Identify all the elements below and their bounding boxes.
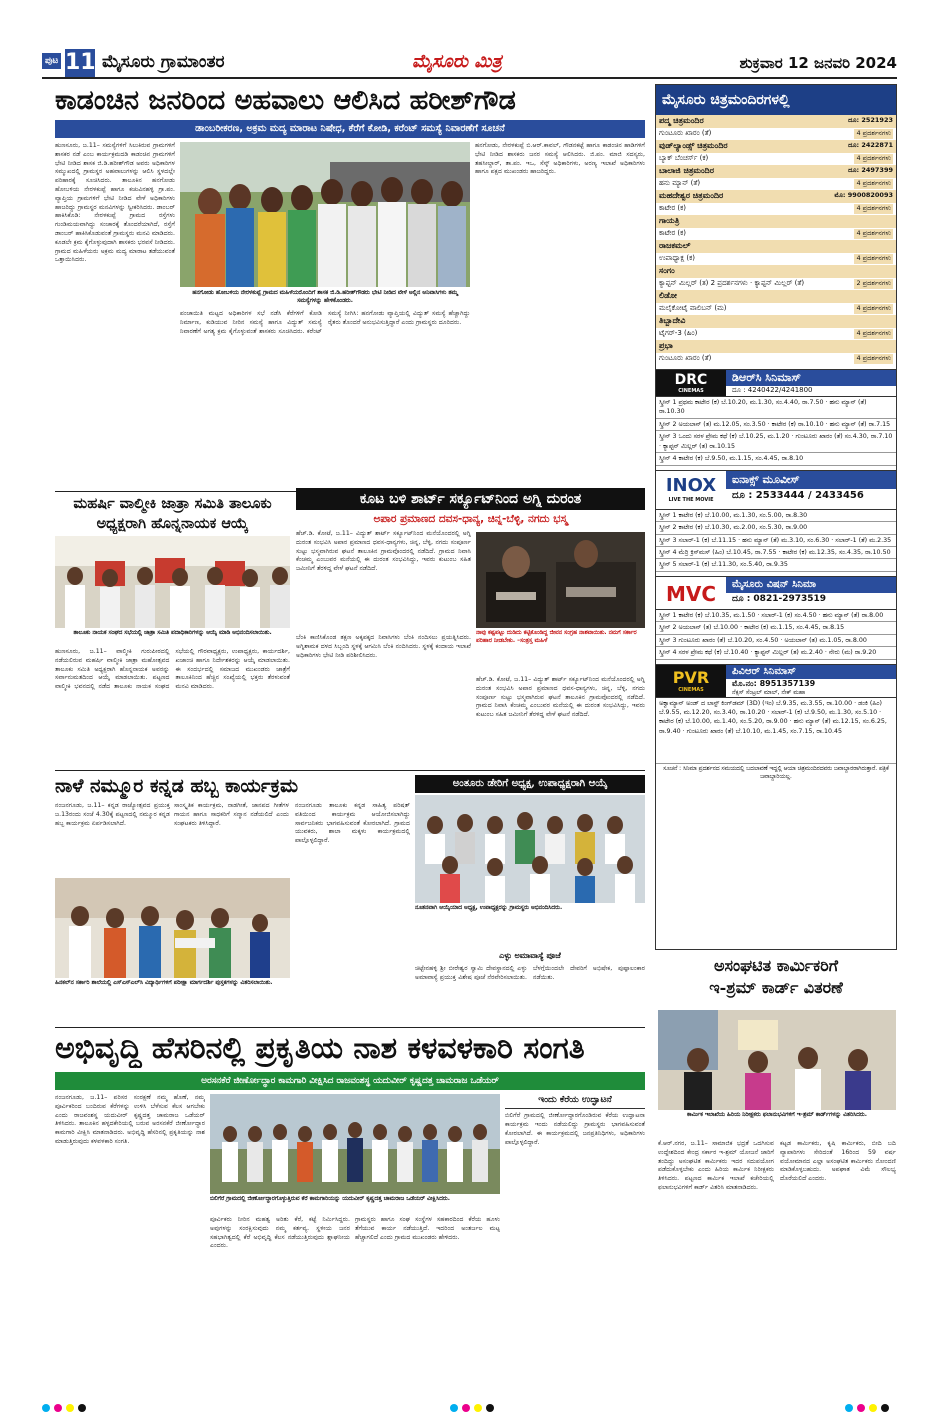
habba-photo-caption: ಹಿನಕಲ್‌ನ ಸರ್ಕಾರಿ ಶಾಲೆಯಲ್ಲಿ ಎಸ್‌ಎಸ್‌ಎಲ್‌ಸಿ ವಿದ್ಯಾರ್ಥಿಗಳಿಗೆ ಪರೀಕ್ಷಾ ಮಾರ್ಗದರ್ಶಿ ಪುಸ್ತಕಗಳನ್ನು ವಿತರಿಸಲಾಯಿತು. — [55, 980, 273, 986]
film-title: ಮಲೈಕೋಟೈ ವಾಲಿಬನ್ (ಮ) — [659, 304, 727, 312]
cinema-hall — [656, 265, 896, 278]
hall-film — [656, 303, 896, 315]
pvr-phone: ಮೊ.ನಂ: 8951357139 — [732, 678, 816, 688]
bottom-body-left: ನಂಜನಗೂಡು, ಜ.11– ಪರಿಸರ ಸಂರಕ್ಷಣೆ ನಮ್ಮ ಹೊಣೆ, ನಮ್ಮ ಪೂರ್ವಿಕರಿಂದ ಬಂದಿರುವ ಕೆರೆಗಳನ್ನು ಉಳಿಸಿ ಬೆಳೆಸುವ ಕೆಲಸ ಆಗಬೇಕು ಎಂದು ರಾಜವಂಶಸ್ಥ ಯದುವೀರ್ ಕೃಷ್ಣದತ್ತ ಚಾಮರಾಜ ಒಡೆಯರ್ ತಿಳಿಸಿದರು. ತಾಲೂಕಿನ ಹಳ್ಳದಕೇರಿಯಲ್ಲಿ ಬರುವ ಅರಸನಕೆರೆ ಜೀರ್ಣೋದ್ಧಾರ ಕಾಮಗಾರಿ ವೀಕ್ಷಿಸಿ ಮಾತನಾಡಿದರು. ಅಭಿವೃದ್ಧಿ ಹೆಸರಿನಲ್ಲಿ ಪ್ರಕೃತಿಯನ್ನು ನಾಶ ಮಾಡುತ್ತಿರುವುದು ಕಳವಳಕಾರಿ ಸಂಗತಿ. — [55, 1094, 205, 1145]
screen-row: ಸ್ಕ್ರೀನ್ 1 ಪ್ರಥಮ ಕಾಟೇರ (ಕ) ಬೆ.10.20, ಮ.1.30, ಸಂ.4.40, ರಾ.7.50 · ಹನು ಮ್ಯಾನ್ (ತೆ) ರಾ.10.30 — [656, 397, 896, 419]
hall-film — [656, 328, 896, 340]
pvr-name: ಪಿವಿಆರ್ ಸಿನಿಮಾಸ್ — [726, 665, 896, 679]
bottom-body-mid: ಪೂರ್ವಿಕರು ನೀರಿನ ಮಹತ್ವ ಅರಿತು ಕೆರೆ, ಕಟ್ಟೆ ನಿರ್ಮಿಸಿದ್ದರು. ಅವುಗಳನ್ನು ಸಂರಕ್ಷಿಸುವುದು ನಮ್ಮ ಕರ್ತವ್ಯ. ಸ್ಥಳೀಯ ಜನರ ಸಹಭಾಗಿತ್ವದಲ್ಲಿ ಕೆರೆ ಅಭಿವೃದ್ಧಿ ಕೆಲಸ ನಡೆಯುತ್ತಿರುವುದು ಶ್ಲಾಘನೀಯ ಎಂದರು. — [210, 1216, 350, 1250]
film-title: ಗುಂಟೂರು ಖಾರಂ (ತೆ) — [659, 129, 712, 137]
drc-logo: DRC CINEMAS — [656, 370, 726, 396]
film-title: ಕ್ಯಾಪ್ಟನ್ ಮಿಲ್ಲರ್ (ತ) 2 ಪ್ರದರ್ಶನಗಳು · ಕ್ಯಾಪ್ಟನ್ ಮಿಲ್ಲರ್ (ತೆ) — [659, 279, 805, 287]
valmiki-photo — [55, 536, 290, 628]
page-header — [42, 49, 897, 79]
screen-row: ಸ್ಕ್ರೀನ್ 1 ಕಾಟೇರ (ಕ) ಬೆ.10.35, ಮ.1.50 · ಸಲಾರ್-1 (ಕ) ಸಂ.4.50 · ಹನು ಮ್ಯಾನ್ (ತೆ) ರಾ.8.00 — [656, 610, 896, 622]
hall-film — [656, 228, 896, 240]
hall-phone: ಮೊ: 9900820093 — [834, 191, 893, 199]
hall-name: ರಾಜಕಮಲ್ — [659, 241, 691, 250]
screen-row: ಸ್ಕ್ರೀನ್ 2 ಅಯಲಾನ್ (ತ) ಬೆ.10.00 · ಕಾಟೇರ (ಕ) ಮ.1.15, ಸಂ.4.45, ರಾ.8.15 — [656, 622, 896, 634]
eshram-body-left: ಕೆ.ಆರ್.ನಗರ, ಜ.11– ಸಾಮಾಜಿಕ ಭದ್ರತೆ ಒದಗಿಸುವ ಉದ್ದೇಶದಿಂದ ಕೇಂದ್ರ ಸರ್ಕಾರ ಇ-ಶ್ರಮ್ ಯೋಜನೆ ಜಾರಿಗೆ ತಂದಿದ್ದು ಅಸಂಘಟಿತ ಕಾರ್ಮಿಕರು ಇದರ ಸದುಪಯೋಗ ಪಡೆದುಕೊಳ್ಳಬೇಕು ಎಂದು ಹಿರಿಯ ಕಾರ್ಮಿಕ ನಿರೀಕ್ಷಕರು ತಿಳಿಸಿದರು. ಪಟ್ಟಣದ ಕಾರ್ಮಿಕ ಇಲಾಖೆ ಕಚೇರಿಯಲ್ಲಿ ಫಲಾನುಭವಿಗಳಿಗೆ ಕಾರ್ಡ್ ವಿತರಿಸಿ ಮಾತನಾಡಿದರು. — [658, 1140, 774, 1191]
election-body: ಚಿಟ್ಟೇನಹಳ್ಳಿ ಶ್ರೀ ಬೀರೇಶ್ವರ ಸ್ವಾಮಿ ದೇವಸ್ಥಾನದಲ್ಲಿ ಎಳ್ಳು ಅಮಾವಾಸ್ಯೆ ಪ್ರಯುಕ್ತ ವಿಶೇಷ ಪೂಜೆ ನೆರವೇರಿಸಲಾಯಿತು. ಬೆಳಗ್ಗೆಯಿಂದಲೇ ದೇವರಿಗೆ ಅಭಿಷೇಕ, ಪುಷ್ಪಾಲಂಕಾರ ನಡೆಯಿತು. — [415, 965, 645, 981]
lead-body-left: ಹುಣಸೂರು, ಜ.11– ಸಮಸ್ಯೆಗಳಿಗೆ ಸಿಲುಕಿರುವ ಗ್ರಾಮಗಳಿಗೆ ಶಾಸಕರ ನಡೆ ಎಂಬ ಕಾರ್ಯಕ್ರಮದಡಿ ಕಾಡಂಚಿನ ಗ್ರಾಮಗಳಿಗೆ ಭೇಟಿ ನೀಡಿದ ಶಾಸಕ ಜಿ.ಡಿ.ಹರೀಶ್‌ಗೌಡ ಅವರು ಅಧಿಕಾರಿಗಳ ಸಮ್ಮುಖದಲ್ಲಿ ಗ್ರಾಮಸ್ಥರ ಅಹವಾಲುಗಳನ್ನು ಆಲಿಸಿ ಸ್ಥಳದಲ್ಲೇ ಪರಿಹಾರಕ್ಕೆ ಸೂಚಿಸಿದರು. ತಾಲೂಕಿನ ಹನಗೋಡು ಹೋಬಳಿಯ ನೇರಳಕುಪ್ಪೆ ಹಾಗೂ ಕಚುವಿನಹಳ್ಳಿ ಗ್ರಾ.ಪಂ. ವ್ಯಾಪ್ತಿಯ ಗ್ರಾಮಗಳಿಗೆ ಭೇಟಿ ನೀಡಿದ ವೇಳೆ ಅಧಿಕಾರಿಗಳು ಹಾಜರಿದ್ದು ಗ್ರಾಮಸ್ಥರ ಮನವಿಗಳನ್ನು ಸ್ವೀಕರಿಸಿದರು. ಡಾಂಬರ್ ಹಾಕಿಸಿಕೊಡಿ: ನೇರಳಕುಪ್ಪೆ ಗ್ರಾಮದ ರಸ್ತೆಗಳು ಗುಂಡಿಮಯವಾಗಿದ್ದು ಸಂಚಾರಕ್ಕೆ ತೊಂದರೆಯಾಗಿದೆ, ರಸ್ತೆಗೆ ಡಾಂಬರ್ ಹಾಕಿಸಿಕೊಡುವಂತೆ ಗ್ರಾಮಸ್ಥರು ಮನವಿ ಮಾಡಿದರು. ಕೂಡಲೇ ಕ್ರಮ ಕೈಗೊಳ್ಳುವುದಾಗಿ ಶಾಸಕರು ಭರವಸೆ ನೀಡಿದರು. ಗ್ರಾಮದ ಮಹಿಳೆಯರು ಅಕ್ರಮ ಮದ್ಯ ಮಾರಾಟ ತಡೆಯುವಂತೆ ಒತ್ತಾಯಿಸಿದರು. — [55, 142, 175, 264]
hall-name: ಸಂಗಂ — [659, 266, 675, 275]
film-title: ಗುಂಟೂರು ಖಾರಂ (ತೆ) — [659, 354, 712, 362]
show-count: 4 ಪ್ರದರ್ಶನಗಳು — [856, 329, 891, 337]
cinema-hall — [656, 140, 896, 153]
screen-row: ಸ್ಕ್ರೀನ್ 4 ಕಾಟೇರ (ಕ) ಬೆ.9.50, ಮ.1.15, ಸಂ.4.45, ರಾ.8.10 — [656, 453, 896, 465]
cinema-panel — [655, 84, 897, 950]
cinema-hall — [656, 165, 896, 178]
hall-name: ವುಡ್‌ಲ್ಯಾಂಡ್ಸ್ ಚಿತ್ರಮಂದಿರ — [659, 141, 728, 150]
hall-name: ಮಹದೇಶ್ವರ ಚಿತ್ರಮಂದಿರ — [659, 191, 724, 200]
hall-name: ಪದ್ಮ ಚಿತ್ರಮಂದಿರ — [659, 116, 704, 125]
screen-row: ಸ್ಕ್ರೀನ್ 3 ಗುಂಟೂರು ಖಾರಂ (ತೆ) ಬೆ.10.20, ಸಂ.4.50 · ಅಯಲಾನ್ (ತ) ಮ.1.05, ರಾ.8.00 — [656, 635, 896, 647]
show-count: 4 ಪ್ರದರ್ಶನಗಳು — [856, 129, 891, 137]
screen-row: ಸ್ಕ್ರೀನ್ 1 ಕಾಟೇರ (ಕ) ಬೆ.10.00, ಮ.1.30, ಸಂ.5.00, ರಾ.8.30 — [656, 510, 896, 522]
mvc-block — [656, 576, 896, 660]
hall-film — [656, 178, 896, 190]
pvr-logo: PVR CINEMAS — [656, 665, 726, 697]
cinema-hall — [656, 240, 896, 253]
eshram-photo-caption: ಕಾರ್ಮಿಕ ಇಲಾಖೆಯ ಹಿರಿಯ ನಿರೀಕ್ಷಕರು ಫಲಾನುಭವಿಗಳಿಗೆ ಇ-ಶ್ರಮ್ ಕಾರ್ಡ್‌ಗಳನ್ನು ವಿತರಿಸಿದರು. — [687, 1112, 867, 1118]
inox-name: ಐನಾಕ್ಸ್ ಮೂವೀಸ್ — [726, 471, 896, 489]
screen-row: ಸ್ಕ್ರೀನ್ 3 ಒಂದು ಸರಳ ಪ್ರೇಮ ಕಥೆ (ಕ) ಬೆ.10.25, ಮ.1.20 · ಗುಂಟೂರು ಖಾರಂ (ತೆ) ಸಂ.4.30, ರಾ.7.10 · ಕ್ಯಾಪ್ಟನ್ ಮಿಲ್ಲರ್ (ತ) ರಾ.10.15 — [656, 431, 896, 453]
pvr-showtimes: ಅಕ್ವಾಮ್ಯಾನ್ ಅಂಡ್ ದ ಲಾಸ್ಟ್ ಕಿಂಗ್‌ಡಮ್ (3D) (ಇಂ) ಬೆ.9.35, ಮ.3.55, ರಾ.10.00 · ಡಂಕಿ (ಹಿಂ) ಬೆ.9.55, ಮ.12.20, ಸಂ.3.40, ರಾ.10.20 · ಸಲಾರ್-1 (ಕ) ಬೆ.9.50, ಮ.1.30, ಸಂ.5.10 · ಕಾಟೇರ (ಕ) ಬೆ.10.00, ಮ.1.40, ಸಂ.5.20, ರಾ.9.00 · ಹನು ಮ್ಯಾನ್ (ತೆ) ಮ.12.15, ಸಂ.6.25, ರಾ.9.40 · ಗುಂಟೂರು ಖಾರಂ (ತೆ) ಬೆ.10.10, ಮ.1.45, ಸಂ.7.15, ರಾ.10.45 — [656, 698, 896, 764]
valmiki-headline-2: ಅಧ್ಯಕ್ಷರಾಗಿ ಹೊನ್ನನಾಯಕ ಆಯ್ಕೆ — [96, 515, 249, 532]
mvc-name: ಮೈಸೂರು ವಿಷನ್ ಸಿನಿಮಾ — [726, 577, 896, 593]
page-label: ಪುಟ — [42, 53, 61, 69]
habba-body-right: ನಂಜನಗೂಡು ತಾಲೂಕು ಕನ್ನಡ ಸಾಹಿತ್ಯ ಪರಿಷತ್ ವತಿಯಿಂದ ಕಾರ್ಯಕ್ರಮ ಆಯೋಜಿಸಲಾಗಿದ್ದು ಸಾರ್ವಜನಿಕರು ಭಾಗವಹಿಸುವಂತೆ ಕೋರಲಾಗಿದೆ. ಗ್ರಾಮದ ಯುವಕರು, ಶಾಲಾ ಮಕ್ಕಳು ಕಾರ್ಯಕ್ರಮದಲ್ಲಿ ಪಾಲ್ಗೊಳ್ಳಲಿದ್ದಾರೆ. — [295, 802, 410, 845]
bottom-photo — [210, 1094, 500, 1194]
screen-row: ಸ್ಕ್ರೀನ್ 5 ಸಲಾರ್-1 (ಕ) ಬೆ.11.30, ಸಂ.5.40, ರಾ.9.35 — [656, 559, 896, 571]
hall-phone: ದೂ: 2497399 — [848, 166, 893, 174]
issue-date: ಶುಕ್ರವಾರ 12 ಜನವರಿ 2024 — [739, 54, 897, 72]
screen-row: ಸ್ಕ್ರೀನ್ 3 ಸಲಾರ್-1 (ಕ) ಬೆ.11.15 · ಹನು ಮ್ಯಾನ್ (ತೆ) ಮ.3.10, ಸಂ.6.30 · ಸಲಾರ್-1 (ತೆ) ಮ.2.35 — [656, 535, 896, 547]
hall-film — [656, 278, 896, 290]
show-count: 4 ಪ್ರದರ್ಶನಗಳು — [856, 254, 891, 262]
drc-showtimes — [656, 397, 896, 466]
fire-headline: ಕೂಟ ಬಳಿ ಶಾರ್ಟ್ ಸರ್ಕ್ಯೂಟ್‌ನಿಂದ ಅಗ್ನಿ ದುರಂತ — [296, 488, 645, 510]
cinema-hall — [656, 315, 896, 328]
show-count: 2 ಪ್ರದರ್ಶನಗಳು — [856, 279, 891, 287]
paper-logo: ಮೈಸೂರು ಮಿತ್ರ — [412, 51, 502, 72]
fire-photo-caption: ನಾವು ಕಷ್ಟಪಟ್ಟು ದುಡಿದು ಕಟ್ಟಿಕೊಂಡಿದ್ದ ಜೀವನ ಸಂಗ್ರಹ ನಾಶವಾಯಿತು. ನಮಗೆ ಸರ್ಕಾರ ಪರಿಹಾರ ನೀಡಬೇಕು. — [476, 630, 637, 644]
inox-logo: INOX LIVE THE MOVIE — [665, 474, 717, 503]
screen-row: ಸ್ಕ್ರೀನ್ 4 ಸರಳ ಪ್ರೇಮ ಕಥೆ (ಕ) ಬೆ.10.40 · ಕ್ಯಾಪ್ಟನ್ ಮಿಲ್ಲರ್ (ತ) ಮ.2.40 · ನೇರು (ಮ) ರಾ.9.20 — [656, 647, 896, 659]
mvc-phone: ದೂ : 0821-2973519 — [732, 593, 827, 604]
registration-marks-left — [42, 1404, 90, 1415]
cinema-title: ಮೈಸೂರು ಚಿತ್ರಮಂದಿರಗಳಲ್ಲಿ — [656, 85, 896, 115]
habba-photo — [55, 878, 290, 978]
drc-phone: ದೂ : 4240422/4241800 — [732, 386, 813, 394]
fire-quote — [476, 630, 645, 674]
inox-block — [656, 470, 896, 572]
drc-block — [656, 369, 896, 466]
fire-body-left: ಹೆಚ್.ಡಿ. ಕೋಟೆ, ಜ.11– ವಿದ್ಯುತ್ ಶಾರ್ಟ್ ಸರ್ಕ್ಯೂಟ್‌ನಿಂದ ಮನೆಯೊಂದರಲ್ಲಿ ಅಗ್ನಿ ದುರಂತ ಸಂಭವಿಸಿ ಅಪಾರ ಪ್ರಮಾಣದ ಧವಸ-ಧಾನ್ಯಗಳು, ಚಿನ್ನ, ಬೆಳ್ಳಿ, ನಗದು ಸಂಪೂರ್ಣ ಸುಟ್ಟು ಭಸ್ಮವಾಗಿರುವ ಘಟನೆ ತಾಲೂಕಿನ ಗ್ರಾಮವೊಂದರಲ್ಲಿ ನಡೆದಿದೆ. ಗ್ರಾಮದ ನಿವಾಸಿ ಕೆಂಚಮ್ಮ ಎಂಬುವರ ಮನೆಯಲ್ಲಿ ಈ ದುರಂತ ಸಂಭವಿಸಿದ್ದು, ಇವರು ಕುಟುಂಬ ಸಹಿತ ಜಮೀನಿಗೆ ತೆರಳಿದ್ದ ವೇಳೆ ಘಟನೆ ನಡೆದಿದೆ. — [296, 530, 471, 573]
habba-headline: ನಾಳೆ ನಮ್ಮೂರ ಕನ್ನಡ ಹಬ್ಬ ಕಾರ್ಯಕ್ರಮ — [55, 775, 299, 797]
screen-row: ಸ್ಕ್ರೀನ್ 2 ಅಯಲಾನ್ (ತ) ಮ.12.05, ಸಂ.3.50 · ಕಾಟೇರ (ಕ) ರಾ.10.10 · ಹನು ಮ್ಯಾನ್ (ತೆ) ರಾ.7.15 — [656, 419, 896, 431]
habba-body-mid: ಸಾಂಸ್ಕೃತಿಕ ಕಾರ್ಯಕ್ರಮ, ನಾಡಗೀತೆ, ಜಾನಪದ ಗೀತೆಗಳ ಗಾಯನ ಹಾಗೂ ಸಾಧಕರಿಗೆ ಸನ್ಮಾನ ನಡೆಯಲಿದೆ ಎಂದು ಸಂಘಟಕರು ತಿಳಿಸಿದ್ದಾರೆ. — [174, 802, 289, 827]
valmiki-photo-caption: ತಾಲೂಕು ನಾಯಕ ಸಂಘದ ಸಭೆಯಲ್ಲಿ ಜಾತ್ರಾ ಸಮಿತಿ ಪದಾಧಿಕಾರಿಗಳನ್ನು ಆಯ್ಕೆ ಮಾಡಿ ಅಭಿನಂದಿಸಲಾಯಿತು. — [73, 630, 272, 636]
page-number: 11 — [65, 50, 96, 75]
cinema-hall — [656, 340, 896, 353]
fire-subhead: ಅಪಾರ ಪ್ರಮಾಣದ ದವಸ-ಧಾನ್ಯ, ಚಿನ್ನ-ಬೆಳ್ಳಿ, ನಗದು ಭಸ್ಮ — [373, 513, 568, 525]
hall-name: ಬಾಲಾಜಿ ಚಿತ್ರಮಂದಿರ — [659, 166, 714, 175]
registration-marks-right — [845, 1404, 893, 1415]
pvr-address: ನೆಕ್ಸಸ್ ಸೆಂಟ್ರಲ್ ಮಾಲ್, ನೇಕ್ ಮಹಾ — [732, 689, 806, 697]
film-title: ಹನು ಮ್ಯಾನ್ (ತೆ) — [659, 179, 701, 187]
valmiki-body: ಹುಣಸೂರು, ಜ.11– ವಾಲ್ಮೀಕಿ ಗುರುಪೀಠದಲ್ಲಿ ನಡೆಯಲಿರುವ ಮಹರ್ಷಿ ವಾಲ್ಮೀಕಿ ಜಾತ್ರಾ ಮಹೋತ್ಸವದ ತಾಲೂಕು ಸಮಿತಿ ಅಧ್ಯಕ್ಷರಾಗಿ ಹೊನ್ನನಾಯಕ ಅವರನ್ನು ಸರ್ವಾನುಮತದಿಂದ ಆಯ್ಕೆ ಮಾಡಲಾಯಿತು. ಪಟ್ಟಣದ ವಾಲ್ಮೀಕಿ ಭವನದಲ್ಲಿ ನಡೆದ ತಾಲೂಕು ನಾಯಕ ಸಂಘದ ಸಭೆಯಲ್ಲಿ ಗೌರವಾಧ್ಯಕ್ಷರು, ಉಪಾಧ್ಯಕ್ಷರು, ಕಾರ್ಯದರ್ಶಿ, ಖಜಾಂಚಿ ಹಾಗೂ ನಿರ್ದೇಶಕರನ್ನು ಆಯ್ಕೆ ಮಾಡಲಾಯಿತು. ಈ ಸಂದರ್ಭದಲ್ಲಿ ಸಮಾಜದ ಮುಖಂಡರು ಜಾತ್ರೆಗೆ ತಾಲೂಕಿನಿಂದ ಹೆಚ್ಚಿನ ಸಂಖ್ಯೆಯಲ್ಲಿ ಭಕ್ತರು ತೆರಳುವಂತೆ ಮನವಿ ಮಾಡಿದರು. — [55, 648, 290, 691]
hall-phone: ದೂ: 2521923 — [848, 116, 893, 124]
lake-box — [505, 1094, 645, 1394]
hall-film — [656, 153, 896, 165]
hall-name: ಲಿಡೋ — [659, 291, 677, 300]
hall-name: ಗಾಯತ್ರಿ — [659, 216, 680, 225]
drc-name: ಡಿಆರ್‌ಸಿ ಸಿನಿಮಾಸ್ — [726, 370, 896, 386]
pvr-note: ಸೂಚನೆ : ಸಿನಿಮಾ ಪ್ರದರ್ಶನದ ಸಮಯದಲ್ಲಿ ಬದಲಾವಣೆ ಇದ್ದಲ್ಲಿ ಆಯಾ ಚಿತ್ರಮಂದಿರದವರು ಜವಾಬ್ದಾರರಾಗಿರುತ್ತಾರೆ. ಪತ್ರಿಕೆ ಜವಾಬ್ದಾರಿಯಲ್ಲ. — [663, 765, 889, 781]
fire-quote-source: –ಸಂತ್ರಸ್ತ ಮಹಿಳೆ — [517, 637, 548, 644]
mvc-showtimes — [656, 610, 896, 660]
cinema-hall — [656, 190, 896, 203]
hall-film — [656, 203, 896, 215]
eshram-body-right: ಕಟ್ಟಡ ಕಾರ್ಮಿಕರು, ಕೃಷಿ ಕಾರ್ಮಿಕರು, ಬೀದಿ ಬದಿ ವ್ಯಾಪಾರಿಗಳು ಸೇರಿದಂತೆ 16ರಿಂದ 59 ವರ್ಷ ವಯೋಮಾನದ ಎಲ್ಲಾ ಅಸಂಘಟಿತ ಕಾರ್ಮಿಕರು ನೋಂದಣಿ ಮಾಡಿಕೊಳ್ಳಬಹುದು. ಅಪಘಾತ ವಿಮೆ ಸೌಲಭ್ಯ ದೊರೆಯಲಿದೆ ಎಂದರು. — [780, 1140, 896, 1183]
election-photo-caption: ನೂತನವಾಗಿ ಆಯ್ಕೆಯಾದ ಅಧ್ಯಕ್ಷ, ಉಪಾಧ್ಯಕ್ಷರನ್ನು ಗ್ರಾಮಸ್ಥರು ಅಭಿನಂದಿಸಿದರು. — [415, 905, 563, 911]
lead-strap: ಡಾಂಬರೀಕರಣ, ಅಕ್ರಮ ಮದ್ಯ ಮಾರಾಟ ನಿಷೇಧ, ಕೆರೆಗೆ ಕೋಡಿ, ಕರೆಂಟ್ ಸಮಸ್ಯೆ ನಿವಾರಣೆಗೆ ಸೂಚನೆ — [55, 120, 645, 138]
bottom-headline: ಅಭಿವೃದ್ಧಿ ಹೆಸರಿನಲ್ಲಿ ಪ್ರಕೃತಿಯ ನಾಶ ಕಳವಳಕಾರಿ ಸಂಗತಿ — [55, 1031, 585, 1066]
lead-headline: ಕಾಡಂಚಿನ ಜನರಿಂದ ಅಹವಾಲು ಆಲಿಸಿದ ಹರೀಶ್‌ಗೌಡ — [55, 85, 516, 116]
bottom-photo-caption: ಬಿಲಿಗೆರೆ ಗ್ರಾಮದಲ್ಲಿ ಜೀರ್ಣೋದ್ಧಾರಗೊಳ್ಳುತ್ತಿರುವ ಕೆರೆ ಕಾಮಗಾರಿಯನ್ನು ಯದುವೀರ್ ಕೃಷ್ಣದತ್ತ ಚಾಮರಾಜ ಒಡೆಯರ್ ವೀಕ್ಷಿಸಿದರು. — [210, 1196, 450, 1202]
inox-phone: ದೂ : 2533444 / 2433456 — [732, 489, 864, 501]
cinema-hall — [656, 115, 896, 128]
hall-film — [656, 353, 896, 365]
election-subhead: ಎಳ್ಳು ಅಮಾವಾಸ್ಯೆ ಪೂಜೆ — [499, 951, 561, 960]
screen-row: ಸ್ಕ್ರೀನ್ 4 ಮೆರ್ರಿ ಕ್ರಿಸ್‌ಮಸ್ (ಹಿಂ) ಬೆ.10.45, ರಾ.7.55 · ಕಾಟೇರ (ಕ) ಮ.12.35, ಸಂ.4.35, ರಾ.10.50 — [656, 547, 896, 559]
pvr-block — [656, 664, 896, 783]
lead-body-mid: ಪಂಚಾಯಿತಿ ಮಟ್ಟದ ಅಧಿಕಾರಿಗಳ ಸಭೆ ನಡೆಸಿ ಕೆರೆಗಳಿಗೆ ಕೋಡಿ ನಿರ್ಮಾಣ, ಕುಡಿಯುವ ನೀರಿನ ಸಮಸ್ಯೆ ಹಾಗೂ ವಿದ್ಯುತ್ ಸಮಸ್ಯೆ ನಿವಾರಣೆಗೆ ಅಗತ್ಯ ಕ್ರಮ ಕೈಗೊಳ್ಳುವಂತೆ ಶಾಸಕರು ಸೂಚಿಸಿದರು. ಕರೆಂಟ್ ಸಮಸ್ಯೆ ನೀಗಿಸಿ: ಹನಗೋಡು ವ್ಯಾಪ್ತಿಯಲ್ಲಿ ವಿದ್ಯುತ್ ಸಮಸ್ಯೆ ಹೆಚ್ಚಾಗಿದ್ದು ರೈತರು ತೊಂದರೆ ಅನುಭವಿಸುತ್ತಿದ್ದಾರೆ ಎಂದು ಗ್ರಾಮಸ್ಥರು ದೂರಿದರು. — [180, 310, 470, 335]
lead-body-right: ಹನಗೋಡು, ನೇರಳಕುಪ್ಪೆ ಬಿ.ಆರ್.ಕಾವಲ್, ಗೌಡನಕಟ್ಟೆ ಹಾಗೂ ಕಾಡಂಚಿನ ಹಾಡಿಗಳಿಗೆ ಭೇಟಿ ನೀಡಿದ ಶಾಸಕರು ಜನರ ಸಮಸ್ಯೆ ಆಲಿಸಿದರು. ಜಿ.ಪಂ. ಮಾಜಿ ಸದಸ್ಯರು, ತಹಸೀಲ್ದಾರ್, ತಾ.ಪಂ. ಇಒ, ಸೆಸ್ಕ್ ಅಧಿಕಾರಿಗಳು, ಅರಣ್ಯ ಇಲಾಖೆ ಅಧಿಕಾರಿಗಳು ಹಾಗೂ ಪಕ್ಷದ ಮುಖಂಡರು ಹಾಜರಿದ್ದರು. — [475, 142, 645, 176]
film-title: ಕಾಟೇರ (ಕ) — [659, 229, 687, 237]
election-photo — [415, 795, 645, 903]
eshram-headline-1: ಅಸಂಘಟಿತ ಕಾರ್ಮಿಕರಿಗೆ — [713, 956, 839, 975]
registration-marks-center — [450, 1404, 498, 1415]
hall-film — [656, 128, 896, 140]
show-count: 4 ಪ್ರದರ್ಶನಗಳು — [856, 179, 891, 187]
show-count: 4 ಪ್ರದರ್ಶನಗಳು — [856, 229, 891, 237]
election-headline: ಅಂತೂರು ಡೇರಿಗೆ ಅಧ್ಯಕ್ಷ, ಉಪಾಧ್ಯಕ್ಷರಾಗಿ ಆಯ್ಕೆ — [415, 775, 645, 793]
show-count: 4 ಪ್ರದರ್ಶನಗಳು — [856, 304, 891, 312]
lake-box-body: ಬಿಲಿಗೆರೆ ಗ್ರಾಮದಲ್ಲಿ ಜೀರ್ಣೋದ್ಧಾರಗೊಂಡಿರುವ ಕೆರೆಯ ಉದ್ಘಾಟನಾ ಕಾರ್ಯಕ್ರಮ ಇಂದು ನಡೆಯಲಿದ್ದು ಗ್ರಾಮಸ್ಥರು ಭಾಗವಹಿಸುವಂತೆ ಕೋರಲಾಗಿದೆ. ಈ ಕಾರ್ಯಕ್ರಮದಲ್ಲಿ ಜನಪ್ರತಿನಿಧಿಗಳು, ಅಧಿಕಾರಿಗಳು ಪಾಲ್ಗೊಳ್ಳಲಿದ್ದಾರೆ. — [505, 1112, 645, 1146]
film-title: ಉಪಾಧ್ಯಾಕ್ಷ (ಕ) — [659, 254, 696, 262]
mvc-logo: MVC — [665, 581, 717, 606]
section-title: ಮೈಸೂರು ಗ್ರಾಮಾಂತರ — [102, 52, 225, 72]
bottom-strap: ಅರಸನಕೆರೆ ಜೀರ್ಣೋದ್ಧಾರ ಕಾಮಗಾರಿ ವೀಕ್ಷಿಸಿದ ರಾಜವಂಶಸ್ಥ ಯದುವೀರ್ ಕೃಷ್ಣದತ್ತ ಚಾಮರಾಜ ಒಡೆಯರ್ — [55, 1072, 645, 1090]
eshram-photo — [658, 1010, 896, 1110]
show-count: 4 ಪ್ರದರ್ಶನಗಳು — [856, 204, 891, 212]
hall-name: ತಿಬ್ಬಾದೇವಿ — [659, 316, 686, 325]
hall-phone: ದೂ: 2422871 — [848, 141, 893, 149]
hall-film — [656, 253, 896, 265]
divider — [55, 770, 645, 771]
fire-body-right: ಬೆಂಕಿ ಕಾಣಿಸಿಕೊಂಡ ತಕ್ಷಣ ಅಕ್ಕಪಕ್ಕದ ನಿವಾಸಿಗಳು ಬೆಂಕಿ ನಂದಿಸಲು ಪ್ರಯತ್ನಿಸಿದರು. ಅಗ್ನಿಶಾಮಕ ದಳದ ಸಿಬ್ಬಂದಿ ಸ್ಥಳಕ್ಕೆ ಆಗಮಿಸಿ ಬೆಂಕಿ ನಂದಿಸಿದರು. ಸ್ಥಳಕ್ಕೆ ಕಂದಾಯ ಇಲಾಖೆ ಅಧಿಕಾರಿಗಳು ಭೇಟಿ ನೀಡಿ ಪರಿಶೀಲಿಸಿದರು. — [296, 634, 471, 659]
film-title: ಬ್ಯಾಕ್ ಬೆಂಚರ್ಸ್ (ಕ) — [659, 154, 709, 162]
lake-box-title: ಇಂದು ಕೆರೆಯ ಉದ್ಘಾಟನೆ — [505, 1094, 645, 1109]
habba-body-left: ನಂಜನಗೂಡು, ಜ.11– ಕನ್ನಡ ರಾಜ್ಯೋತ್ಸವದ ಪ್ರಯುಕ್ತ ಜ.13ರಂದು ಸಂಜೆ 4.30ಕ್ಕೆ ಪಟ್ಟಣದಲ್ಲಿ ನಮ್ಮೂರ ಕನ್ನಡ ಹಬ್ಬ ಕಾರ್ಯಕ್ರಮ ಏರ್ಪಡಿಸಲಾಗಿದೆ. — [55, 802, 170, 827]
film-title: ಕಾಟೇರ (ಕ) — [659, 204, 687, 212]
lead-photo — [180, 142, 470, 287]
show-count: 4 ಪ್ರದರ್ಶನಗಳು — [856, 354, 891, 362]
lead-photo-caption: ಹನಗೋಡು ಹೋಬಳಿಯ ನೇರಳಕುಪ್ಪೆ ಗ್ರಾಮದ ಮಹಿಳೆಯರೊಂದಿಗೆ ಶಾಸಕ ಜಿ.ಡಿ.ಹರೀಶ್‌ಗೌಡರು ಭೇಟಿ ನೀಡಿದ ವೇಳೆ ಅಲ್ಲಿನ ಅನಿವಾಸಿಗಳು ತಮ್ಮ ಸಮಸ್ಯೆಗಳನ್ನು ಹೇಳಿಕೊಂಡರು. — [192, 290, 458, 304]
divider — [55, 1027, 645, 1028]
hall-name: ಪ್ರಭಾ — [659, 341, 673, 350]
fire-photo — [476, 532, 645, 628]
valmiki-headline-1: ಮಹರ್ಷಿ ವಾಲ್ಮೀಕಿ ಜಾತ್ರಾ ಸಮಿತಿ ತಾಲೂಕು — [73, 495, 272, 512]
screen-row: ಸ್ಕ್ರೀನ್ 2 ಕಾಟೇರ (ಕ) ಬೆ.10.30, ಮ.2.00, ಸಂ.5.30, ರಾ.9.00 — [656, 522, 896, 534]
eshram-headline-2: ಇ-ಶ್ರಮ್ ಕಾರ್ಡ್ ವಿತರಣೆ — [709, 978, 843, 997]
inox-showtimes — [656, 510, 896, 572]
show-count: 4 ಪ್ರದರ್ಶನಗಳು — [856, 154, 891, 162]
bottom-body-right: ಗ್ರಾಮಸ್ಥರು ಹಾಗೂ ಸಂಘ ಸಂಸ್ಥೆಗಳ ಸಹಕಾರದಿಂದ ಕೆರೆಯ ಹೂಳು ತೆಗೆಯುವ ಕಾರ್ಯ ನಡೆಯುತ್ತಿದೆ. ಇದರಿಂದ ಅಂತರ್ಜಲ ಮಟ್ಟ ಹೆಚ್ಚಾಗಲಿದೆ ಎಂದು ಗ್ರಾಮದ ಮುಖಂಡರು ಹೇಳಿದರು. — [355, 1216, 500, 1241]
cinema-hall — [656, 215, 896, 228]
fire-body-right-2: ಹೆಚ್.ಡಿ. ಕೋಟೆ, ಜ.11– ವಿದ್ಯುತ್ ಶಾರ್ಟ್ ಸರ್ಕ್ಯೂಟ್‌ನಿಂದ ಮನೆಯೊಂದರಲ್ಲಿ ಅಗ್ನಿ ದುರಂತ ಸಂಭವಿಸಿ ಅಪಾರ ಪ್ರಮಾಣದ ಧವಸ-ಧಾನ್ಯಗಳು, ಚಿನ್ನ, ಬೆಳ್ಳಿ, ನಗದು ಸಂಪೂರ್ಣ ಸುಟ್ಟು ಭಸ್ಮವಾಗಿರುವ ಘಟನೆ ತಾಲೂಕಿನ ಗ್ರಾಮವೊಂದರಲ್ಲಿ ನಡೆದಿದೆ. ಗ್ರಾಮದ ನಿವಾಸಿ ಕೆಂಚಮ್ಮ ಎಂಬುವರ ಮನೆಯಲ್ಲಿ ಈ ದುರಂತ ಸಂಭವಿಸಿದ್ದು, ಇವರು ಕುಟುಂಬ ಸಹಿತ ಜಮೀನಿಗೆ ತೆರಳಿದ್ದ ವೇಳೆ ಘಟನೆ ನಡೆದಿದೆ. — [476, 676, 645, 719]
cinema-hall-list — [656, 115, 896, 365]
cinema-hall — [656, 290, 896, 303]
film-title: ಟೈಗರ್-3 (ಹಿಂ) — [659, 329, 698, 337]
